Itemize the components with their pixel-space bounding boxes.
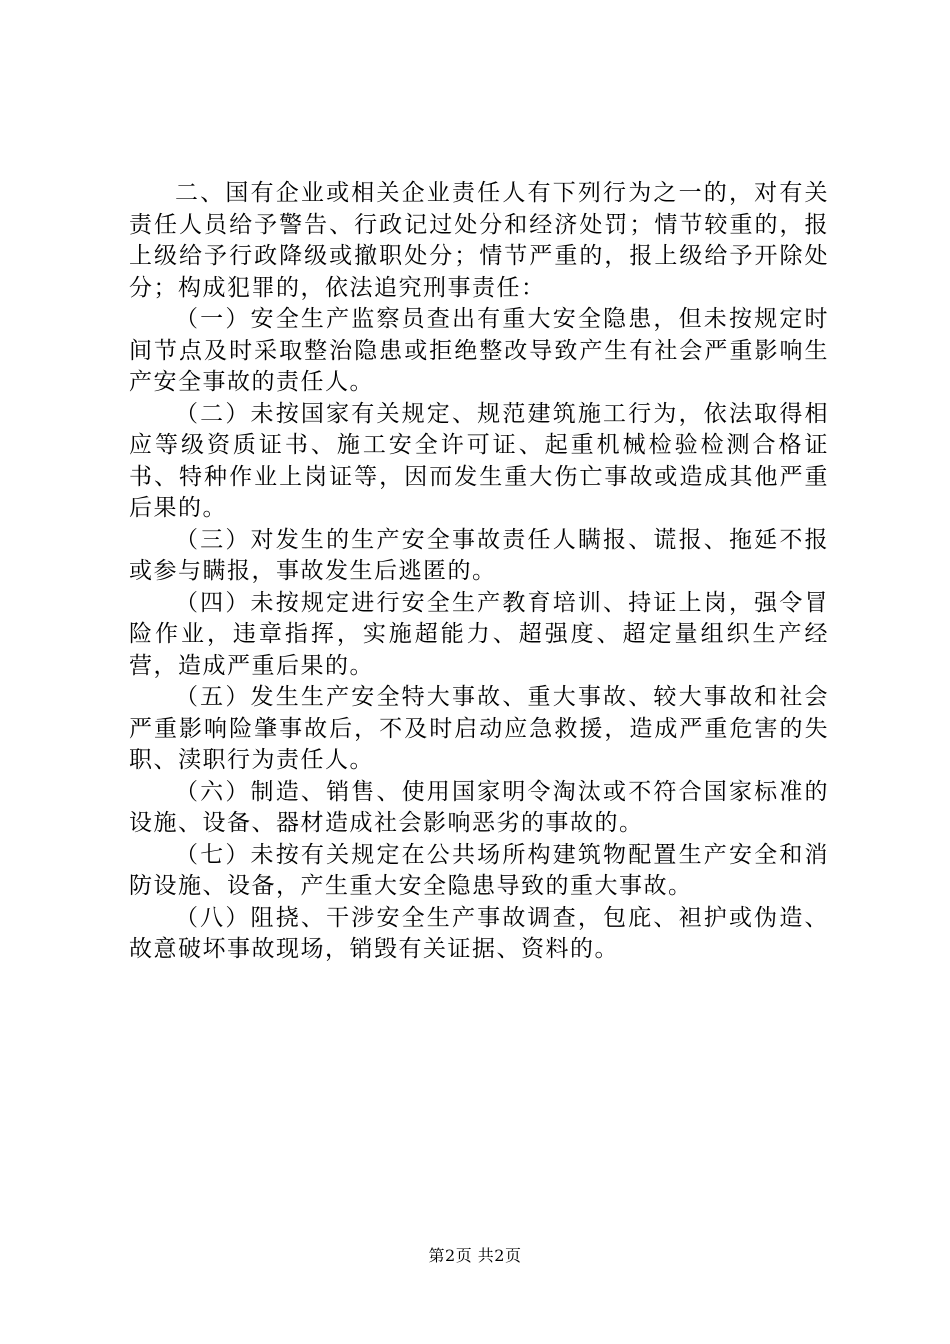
page-number-footer: 第2页 共2页 [428,1246,522,1265]
paragraph-item-5: （五）发生生产安全特大事故、重大事故、较大事故和社会严重影响险肇事故后，不及时启动应急救援，造成严重危害的失职、渎职行为责任人。 [129,684,829,773]
paragraph-intro: 二、国有企业或相关企业责任人有下列行为之一的，对有关责任人员给予警告、行政记过处分和经济处罚；情节较重的，报上级给予行政降级或撤职处分；情节严重的，报上级给予开除处分；构成犯罪的，依法追究刑事责任： [129,180,829,301]
paragraph-item-8: （八）阻挠、干涉安全生产事故调查，包庇、袒护或伪造、故意破坏事故现场，销毁有关证据、资料的。 [129,904,829,962]
paragraph-item-7: （七）未按有关规定在公共场所构建筑物配置生产安全和消防设施、设备，产生重大安全隐患导致的重大事故。 [129,841,829,899]
paragraph-item-6: （六）制造、销售、使用国家明令淘汰或不符合国家标准的设施、设备、器材造成社会影响恶劣的事故的。 [129,778,829,836]
paragraph-item-3: （三）对发生的生产安全事故责任人瞒报、谎报、拖延不报或参与瞒报，事故发生后逃匿的。 [129,526,829,584]
paragraph-item-2: （二）未按国家有关规定、规范建筑施工行为，依法取得相应等级资质证书、施工安全许可证、起重机械检验检测合格证书、特种作业上岗证等，因而发生重大伤亡事故或造成其他严重后果的。 [129,400,829,521]
paragraph-item-1: （一）安全生产监察员查出有重大安全隐患，但未按规定时间节点及时采取整治隐患或拒绝整改导致产生有社会严重影响生产安全事故的责任人。 [129,306,829,395]
paragraph-item-4: （四）未按规定进行安全生产教育培训、持证上岗，强令冒险作业，违章指挥，实施超能力、超强度、超定量组织生产经营，造成严重后果的。 [129,589,829,679]
document-body [129,178,829,966]
